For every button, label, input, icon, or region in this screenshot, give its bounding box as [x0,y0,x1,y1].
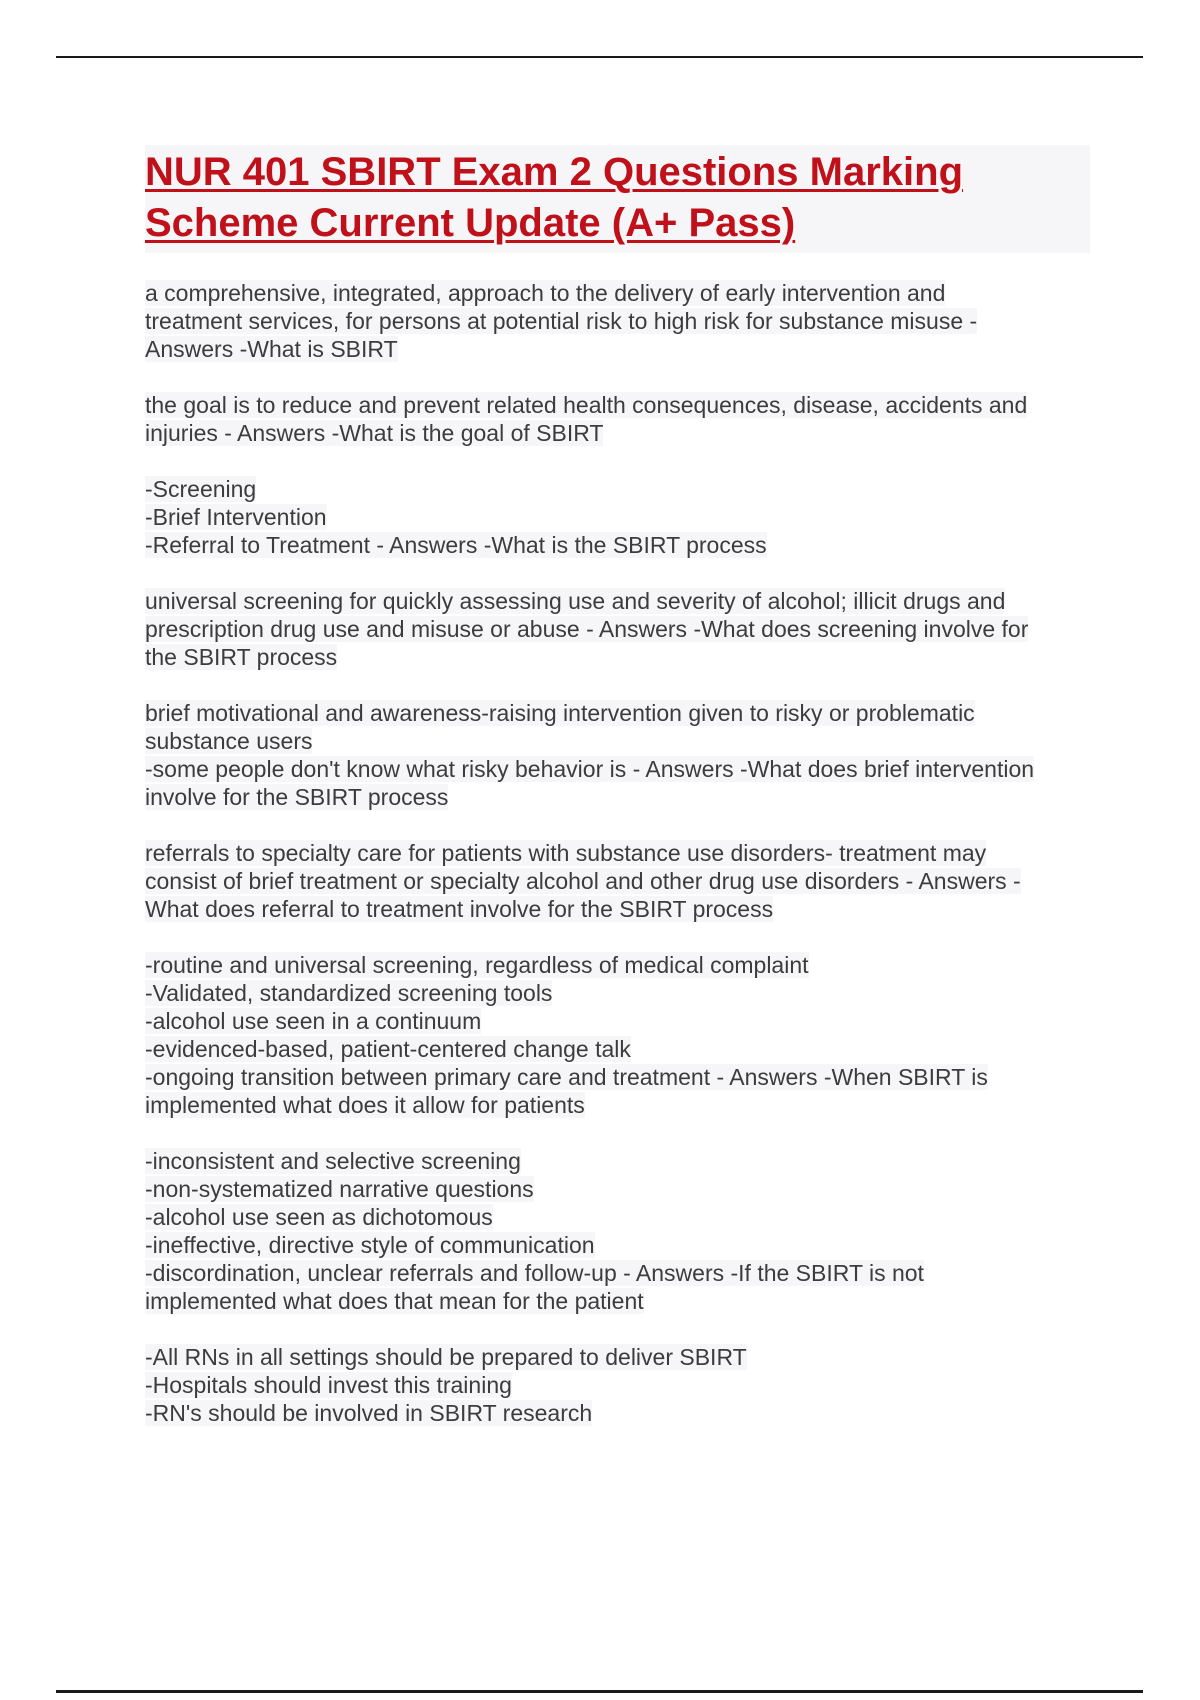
qa-line-text: brief motivational and awareness-raising intervention given to risky or problematic [145,700,975,726]
qa-line [145,727,1090,755]
qa-line-text: -Validated, standardized screening tools [145,980,553,1006]
qa-line-text: -routine and universal screening, regardless of medical complaint [145,952,809,978]
qa-line-text: consist of brief treatment or specialty alcohol and other drug use disorders - Answers - [145,868,1021,894]
qa-line [145,391,1090,419]
bottom-rule [56,1690,1143,1693]
qa-line [145,839,1090,867]
qa-line [145,1175,1090,1203]
qa-line [145,643,1090,671]
qa-line-text: referrals to specialty care for patients with substance use disorders- treatment may [145,840,987,866]
qa-line-text: implemented what does it allow for patients [145,1092,585,1118]
qa-line-text: injuries - Answers -What is the goal of SBIRT [145,420,604,446]
qa-line-text: substance users [145,728,313,754]
qa-line-text: involve for the SBIRT process [145,784,449,810]
qa-line-text: -alcohol use seen in a continuum [145,1008,482,1034]
qa-line-text: prescription drug use and misuse or abuse - Answers -What does screening involve for [145,616,1029,642]
qa-line-text: What does referral to treatment involve for the SBIRT process [145,896,774,922]
title-block [145,145,1090,253]
title-line-2: Scheme Current Update (A+ Pass) [145,201,796,245]
qa-entry [145,951,1090,1119]
document-body [145,145,1090,1455]
qa-line [145,1343,1090,1371]
top-rule [56,56,1143,58]
qa-line [145,979,1090,1007]
qa-line [145,1231,1090,1259]
qa-line-text: the SBIRT process [145,644,338,670]
qa-list [145,279,1090,1427]
qa-entry [145,475,1090,559]
qa-entry [145,587,1090,671]
qa-line-text: -RN's should be involved in SBIRT research [145,1400,593,1426]
qa-line-text: -Screening [145,476,257,502]
qa-line-text: -ongoing transition between primary care and treatment - Answers -When SBIRT is [145,1064,988,1090]
qa-line-text: universal screening for quickly assessing use and severity of alcohol; illicit drugs and [145,588,1006,614]
qa-line-text: -ineffective, directive style of communication [145,1232,595,1258]
qa-entry [145,699,1090,811]
qa-line [145,1035,1090,1063]
qa-line-text: treatment services, for persons at potential risk to high risk for substance misuse - [145,308,978,334]
qa-entry [145,839,1090,923]
qa-line-text: -discordination, unclear referrals and follow-up - Answers -If the SBIRT is not [145,1260,924,1286]
qa-line-text: Answers -What is SBIRT [145,336,398,362]
qa-entry [145,1147,1090,1315]
qa-line-text: the goal is to reduce and prevent related health consequences, disease, accidents and [145,392,1028,418]
qa-line [145,755,1090,783]
qa-line [145,1147,1090,1175]
qa-line [145,867,1090,895]
qa-line-text: -Hospitals should invest this training [145,1372,512,1398]
qa-line [145,503,1090,531]
qa-line [145,699,1090,727]
qa-line-text: a comprehensive, integrated, approach to the delivery of early intervention and [145,280,946,306]
qa-entry [145,279,1090,363]
qa-line [145,419,1090,447]
qa-line-text: -evidenced-based, patient-centered change talk [145,1036,631,1062]
qa-line [145,1063,1090,1091]
qa-line [145,1203,1090,1231]
qa-line [145,279,1090,307]
qa-line [145,951,1090,979]
document-title [145,147,1090,249]
qa-entry [145,391,1090,447]
qa-line [145,587,1090,615]
qa-line [145,1259,1090,1287]
qa-line [145,531,1090,559]
qa-line [145,615,1090,643]
qa-line [145,1371,1090,1399]
qa-line-text: -Referral to Treatment - Answers -What is the SBIRT process [145,532,767,558]
qa-line [145,307,1090,335]
qa-line [145,895,1090,923]
qa-line-text: -Brief Intervention [145,504,327,530]
qa-line-text: -All RNs in all settings should be prepared to deliver SBIRT [145,1344,747,1370]
qa-line-text: -non-systematized narrative questions [145,1176,534,1202]
title-line-1: NUR 401 SBIRT Exam 2 Questions Marking [145,150,964,194]
qa-line-text: -some people don't know what risky behavior is - Answers -What does brief intervention [145,756,1035,782]
qa-line [145,783,1090,811]
qa-line [145,1091,1090,1119]
qa-line-text: -inconsistent and selective screening [145,1148,521,1174]
qa-line [145,1399,1090,1427]
qa-entry [145,1343,1090,1427]
qa-line [145,475,1090,503]
qa-line-text: implemented what does that mean for the patient [145,1288,644,1314]
qa-line [145,1287,1090,1315]
qa-line-text: -alcohol use seen as dichotomous [145,1204,493,1230]
qa-line [145,1007,1090,1035]
qa-line [145,335,1090,363]
